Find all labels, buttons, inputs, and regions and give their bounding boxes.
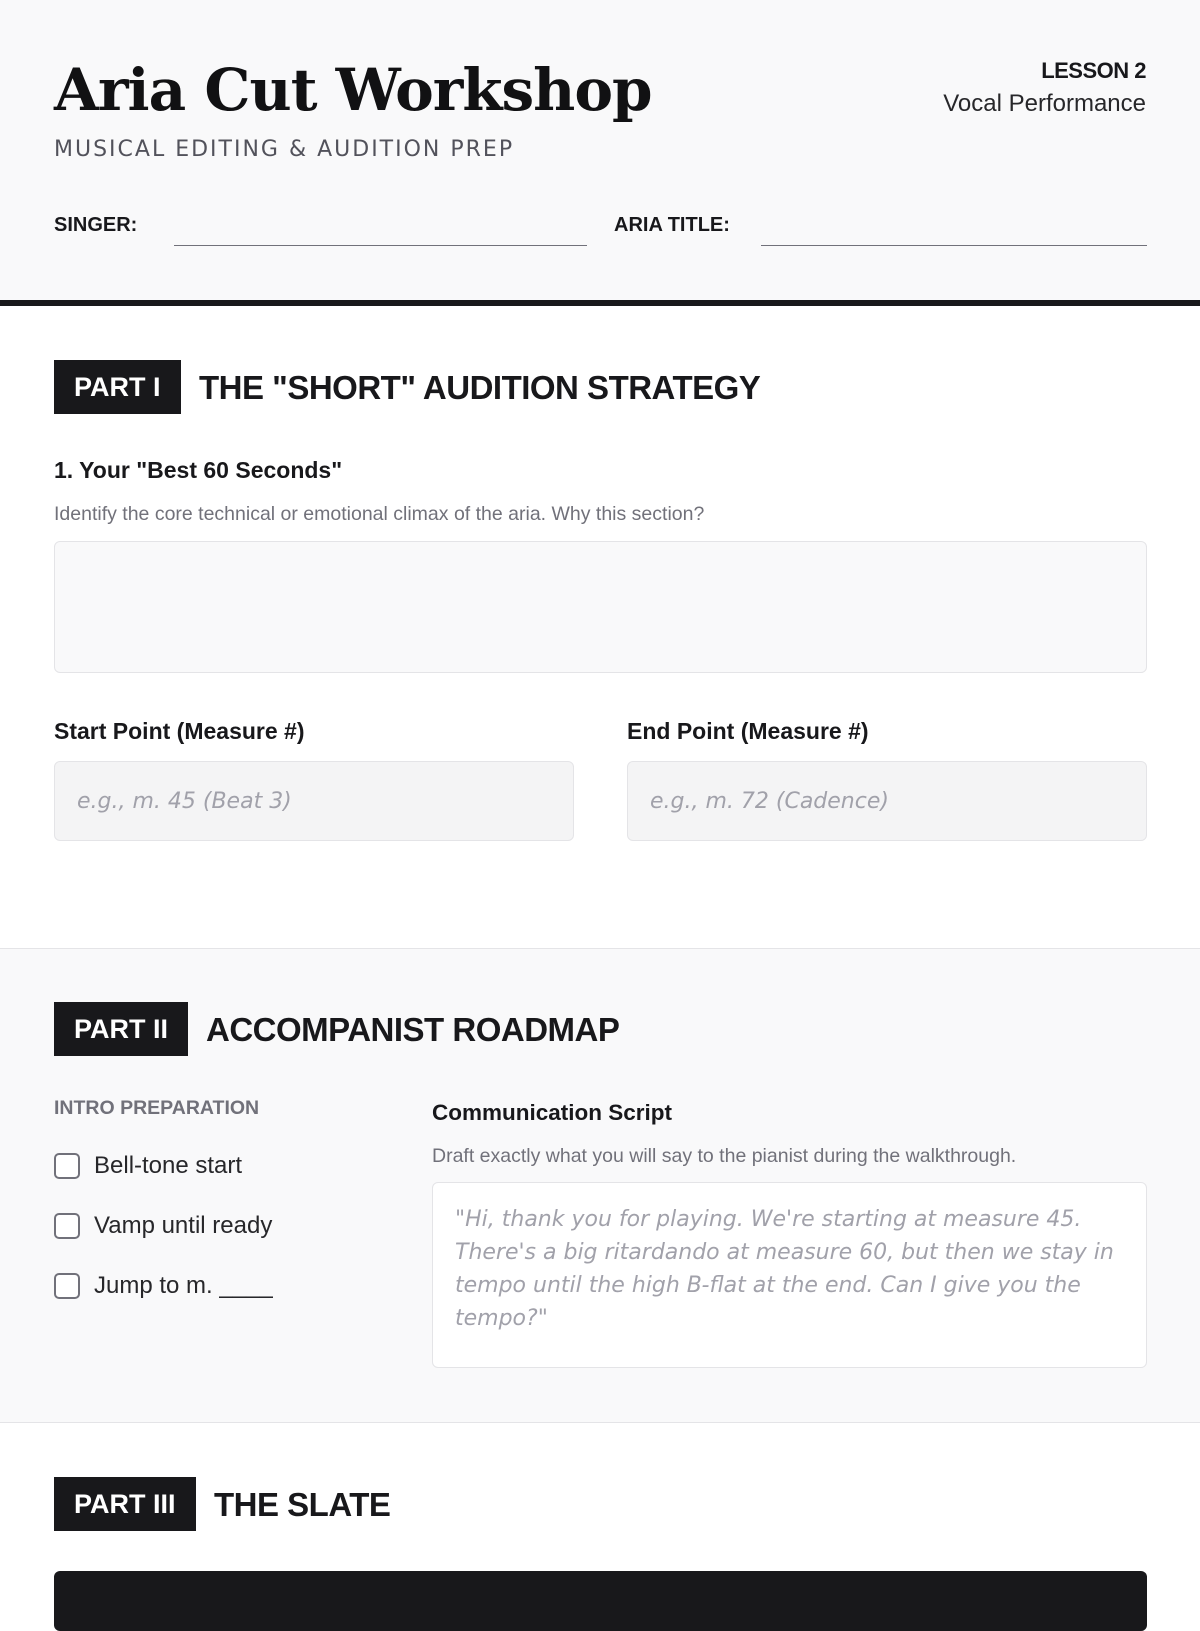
part-3-title: THE SLATE: [214, 1486, 391, 1523]
lesson-number: LESSON 2: [1041, 58, 1146, 83]
intro-preparation-label: INTRO PREPARATION: [54, 1097, 260, 1119]
question-1-description: Identify the core technical or emotional climax of the aria. Why this section?: [54, 503, 705, 525]
lesson-subject: Vocal Performance: [943, 90, 1146, 117]
checkbox-jump-to-measure[interactable]: [54, 1272, 273, 1300]
communication-script-title: Communication Script: [432, 1100, 673, 1125]
checkbox-box[interactable]: [54, 1213, 80, 1239]
question-1-title: 1. Your "Best 60 Seconds": [54, 457, 343, 483]
worksheet-header: [0, 0, 1200, 300]
aria-title-label: ARIA TITLE:: [614, 214, 730, 236]
part-1-title: THE "SHORT" AUDITION STRATEGY: [199, 369, 761, 406]
part-2-title: ACCOMPANIST ROADMAP: [206, 1011, 620, 1048]
slate-panel: [54, 1571, 1147, 1631]
best-60-seconds-textarea[interactable]: [54, 541, 1147, 673]
end-point-label: End Point (Measure #): [627, 718, 869, 744]
page-subtitle: MUSICAL EDITING & AUDITION PREP: [54, 137, 515, 162]
header-divider: [0, 300, 1200, 306]
communication-script-textarea[interactable]: [432, 1182, 1147, 1368]
page-title: Aria Cut Workshop: [54, 56, 652, 124]
end-point-input[interactable]: [627, 761, 1147, 841]
checkbox-box[interactable]: [54, 1273, 80, 1299]
singer-input[interactable]: [174, 214, 587, 246]
checkbox-label: Vamp until ready: [94, 1212, 273, 1239]
checkbox-bell-tone-start[interactable]: [54, 1152, 242, 1180]
checkbox-label: Jump to m. ____: [94, 1272, 273, 1299]
start-point-input[interactable]: [54, 761, 574, 841]
checkbox-box[interactable]: [54, 1153, 80, 1179]
start-point-label: Start Point (Measure #): [54, 718, 305, 744]
singer-label: SINGER:: [54, 214, 138, 236]
checkbox-vamp-until-ready[interactable]: [54, 1212, 272, 1240]
part-2-badge: PART II: [54, 1002, 188, 1056]
part-1-badge: PART I: [54, 360, 181, 414]
aria-title-input[interactable]: [761, 214, 1147, 246]
part-3-badge: PART III: [54, 1477, 196, 1531]
checkbox-label: Bell-tone start: [94, 1152, 243, 1179]
communication-script-description: Draft exactly what you will say to the pianist during the walkthrough.: [432, 1145, 1017, 1167]
